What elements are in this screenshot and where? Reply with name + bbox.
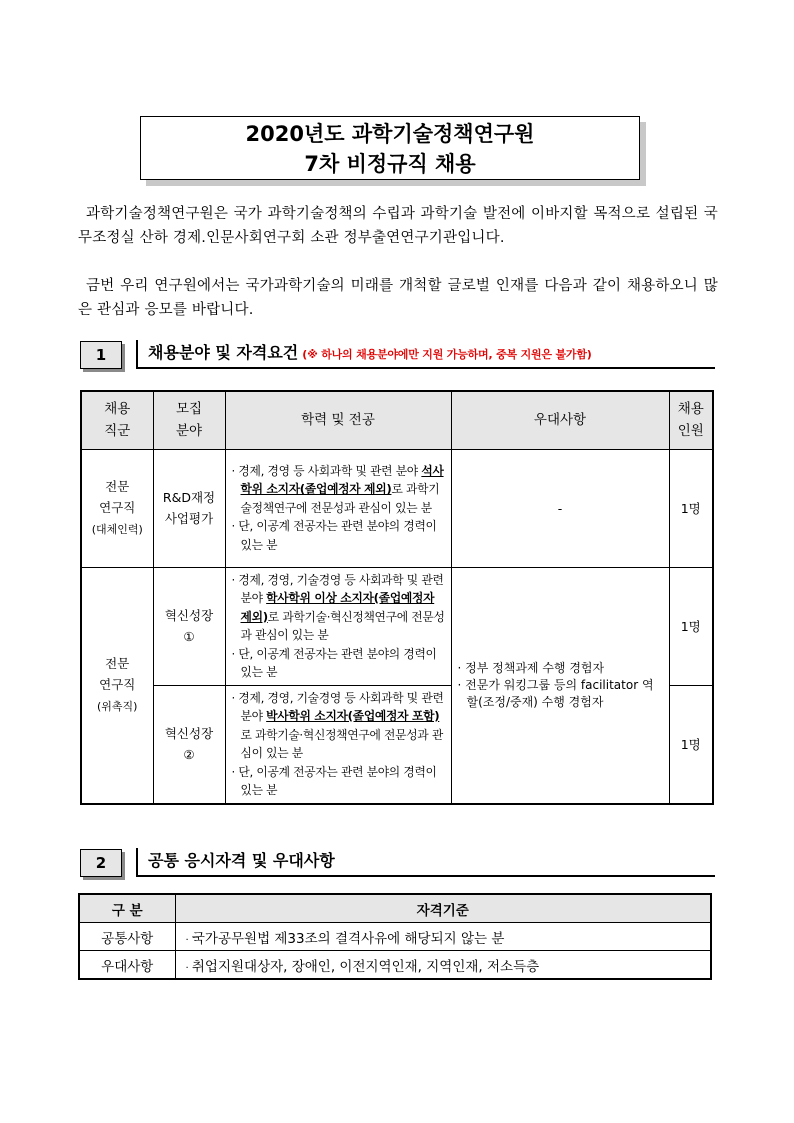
row2-preference <box>451 567 669 804</box>
header-education: 학력 및 전공 <box>225 391 451 449</box>
row2-pref-1: · 정부 정책과제 수행 경험자 <box>458 660 665 677</box>
title-line-1: 2020년도 과학기술정책연구원 <box>245 122 535 146</box>
eligibility-kind: 우대사항 <box>79 951 175 980</box>
row1-count: 1명 <box>669 449 713 567</box>
row3-count: 1명 <box>669 685 713 804</box>
section-2-underline <box>136 875 715 877</box>
eligibility-kind: 공통사항 <box>79 923 175 951</box>
row2-requirements <box>225 567 451 685</box>
recruitment-table <box>80 390 714 805</box>
row2-field: 혁신성장 ① <box>153 567 225 685</box>
section-1-number: 1 <box>80 341 122 369</box>
section-1-divider <box>136 340 138 368</box>
section-1-underline <box>136 367 715 369</box>
row3-requirements <box>225 685 451 804</box>
section-1-title-text: 채용분야 및 자격요건 <box>148 343 299 362</box>
header-preference: 우대사항 <box>451 391 669 449</box>
section-2-title: 공통 응시자격 및 우대사항 <box>148 851 335 870</box>
header-kind: 구 분 <box>79 894 175 923</box>
header-category: 채용 직군 <box>81 391 153 449</box>
table-row <box>81 449 713 567</box>
row2-req-degree: · 경제, 경영, 기술경영 등 사회과학 및 관련 분야 학사학위 이상 소지자(졸업예정자 제외)로 과학기술·혁신정책연구에 전문성과 관심이 있는 분 <box>232 571 447 645</box>
row3-field: 혁신성장 ② <box>153 685 225 804</box>
title-line-2: 7차 비정규직 채용 <box>304 152 476 176</box>
header-criteria: 자격기준 <box>175 894 711 923</box>
section-1-note: (※ 하나의 채용분야에만 지원 가능하며, 중복 지원은 불가함) <box>302 348 592 361</box>
row2-category: 전문 연구직 (위촉직) <box>81 567 153 804</box>
row1-preference: - <box>451 449 669 567</box>
row1-req-exception: · 단, 이공계 전공자는 관련 분야의 경력이 있는 분 <box>232 517 447 554</box>
row3-req-exception: · 단, 이공계 전공자는 관련 분야의 경력이 있는 분 <box>232 763 447 800</box>
document-title <box>140 116 640 180</box>
row1-field: R&D재정 사업평가 <box>153 449 225 567</box>
row1-req-degree: · 경제, 경영 등 사회과학 및 관련 분야 석사학위 소지자(졸업예정자 제외)로 과학기술정책연구에 전문성과 관심이 있는 분 <box>232 462 447 518</box>
table-row <box>79 923 711 951</box>
intro-paragraph-2: 금번 우리 연구원에서는 국가과학기술의 미래를 개척할 글로벌 인재를 다음과 같이 채용하오니 많은 관심과 응모를 바랍니다. <box>78 278 718 318</box>
row2-pref-2: · 전문가 워킹그룹 등의 facilitator 역할(조정/중재) 수행 경험자 <box>458 677 665 711</box>
eligibility-criteria: · 취업지원대상자, 장애인, 이전지역인재, 지역인재, 저소득층 <box>175 951 711 980</box>
row3-req-degree: · 경제, 경영, 기술경영 등 사회과학 및 관련 분야 박사학위 소지자(졸업예정자 포함)로 과학기술·혁신정책연구에 전문성과 관심이 있는 분 <box>232 689 447 763</box>
row2-count: 1명 <box>669 567 713 685</box>
eligibility-criteria: · 국가공무원법 제33조의 결격사유에 해당되지 않는 분 <box>175 923 711 951</box>
eligibility-table-header <box>79 894 711 923</box>
section-2-number: 2 <box>80 849 122 877</box>
row1-category: 전문 연구직 (대체인력) <box>81 449 153 567</box>
table-row <box>79 951 711 980</box>
row2-req-exception: · 단, 이공계 전공자는 관련 분야의 경력이 있는 분 <box>232 645 447 682</box>
row1-requirements <box>225 449 451 567</box>
recruitment-table-header <box>81 391 713 449</box>
table-row <box>81 567 713 685</box>
header-field: 모집 분야 <box>153 391 225 449</box>
section-2-divider <box>136 848 138 876</box>
header-count: 채용 인원 <box>669 391 713 449</box>
section-1-title <box>148 341 592 367</box>
eligibility-table <box>78 893 712 980</box>
intro-paragraph-1: 과학기술정책연구원은 국가 과학기술정책의 수립과 과학기술 발전에 이바지할 목적으로 설립된 국무조정실 산하 경제.인문사회연구회 소관 정부출연연구기관입니다. <box>78 206 718 246</box>
